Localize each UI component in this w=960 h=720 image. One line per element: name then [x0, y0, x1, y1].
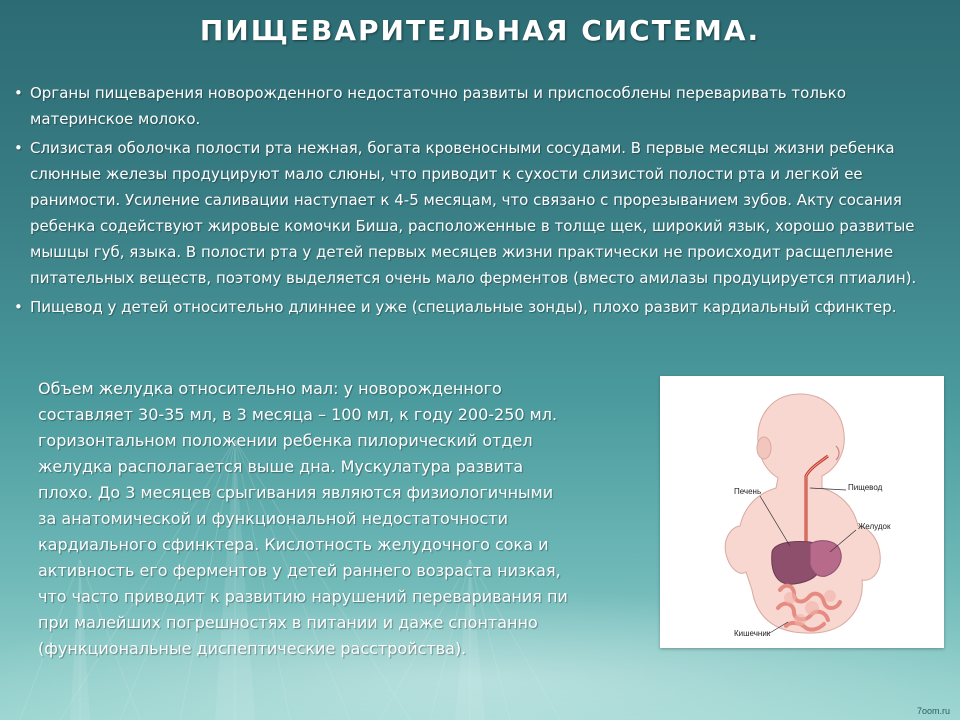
bullet-item: [12, 135, 952, 291]
digestive-system-illustration: [660, 376, 944, 648]
watermark-text: 7oom.ru: [916, 706, 950, 716]
slide-title: ПИЩЕВАРИТЕЛЬНАЯ СИСТЕМА.: [199, 14, 761, 47]
label-stomach: Желудок: [858, 522, 891, 531]
bullet-dot-icon: •: [14, 139, 23, 157]
bullet-item: [12, 294, 952, 320]
label-esophagus: Пищевод: [848, 483, 883, 492]
bullet-dot-icon: •: [14, 298, 23, 316]
bullet-text: Органы пищеварения новорожденного недостаточно развиты и приспособлены переваривать только материнское молоко.: [30, 84, 846, 128]
stomach-paragraph: Объем желудка относительно мал: у новорожденного составляет 30-35 мл, в 3 месяца – 100 мл, к году 200-250 мл. горизонтальном положении ребенка пилорический отдел желудка располагается выше дна. Мускулатура развита плохо. До 3 месяцев срыгивания являются физиологичными за анатомической и функциональной недостаточности кардиального сфинктера. Кислотность желудочного сока и активность его ферментов у детей раннего возраста низкая, что часто приводит к развитию нарушений переваривания пи при малейших погрешностях в питании и даже спонтанно (функциональные диспептические расстройства).: [38, 379, 568, 658]
bullet-item: [12, 80, 952, 132]
label-liver: Печень: [734, 487, 762, 496]
infant-anatomy-drawing: [660, 376, 944, 648]
bullet-dot-icon: •: [14, 84, 23, 102]
bullet-list: [12, 80, 952, 323]
bullet-text: Пищевод у детей относительно длиннее и уже (специальные зонды), плохо развит кардиальный сфинктер.: [30, 298, 897, 316]
label-intestines: Кишечник: [734, 629, 771, 638]
bullet-text: Слизистая оболочка полости рта нежная, богата кровеносными сосудами. В первые месяцы жизни ребенка слюнные железы продуцируют мало слюны, что приводит к сухости слизистой полости рта и легкой ее ранимости. Усиление саливации наступает к 4-5 месяцам, что связано с прорезыванием зубов. Акту сосания ребенка содействуют жировые комочки Биша, расположенные в толще щек, широкий язык, хорошо развитые мышцы губ, языка. В полости рта у детей первых месяцев жизни практически не происходит расщепление питательных веществ, поэтому выделяется очень мало ферментов (вместо амилазы продуцируется птиалин).: [30, 139, 917, 287]
